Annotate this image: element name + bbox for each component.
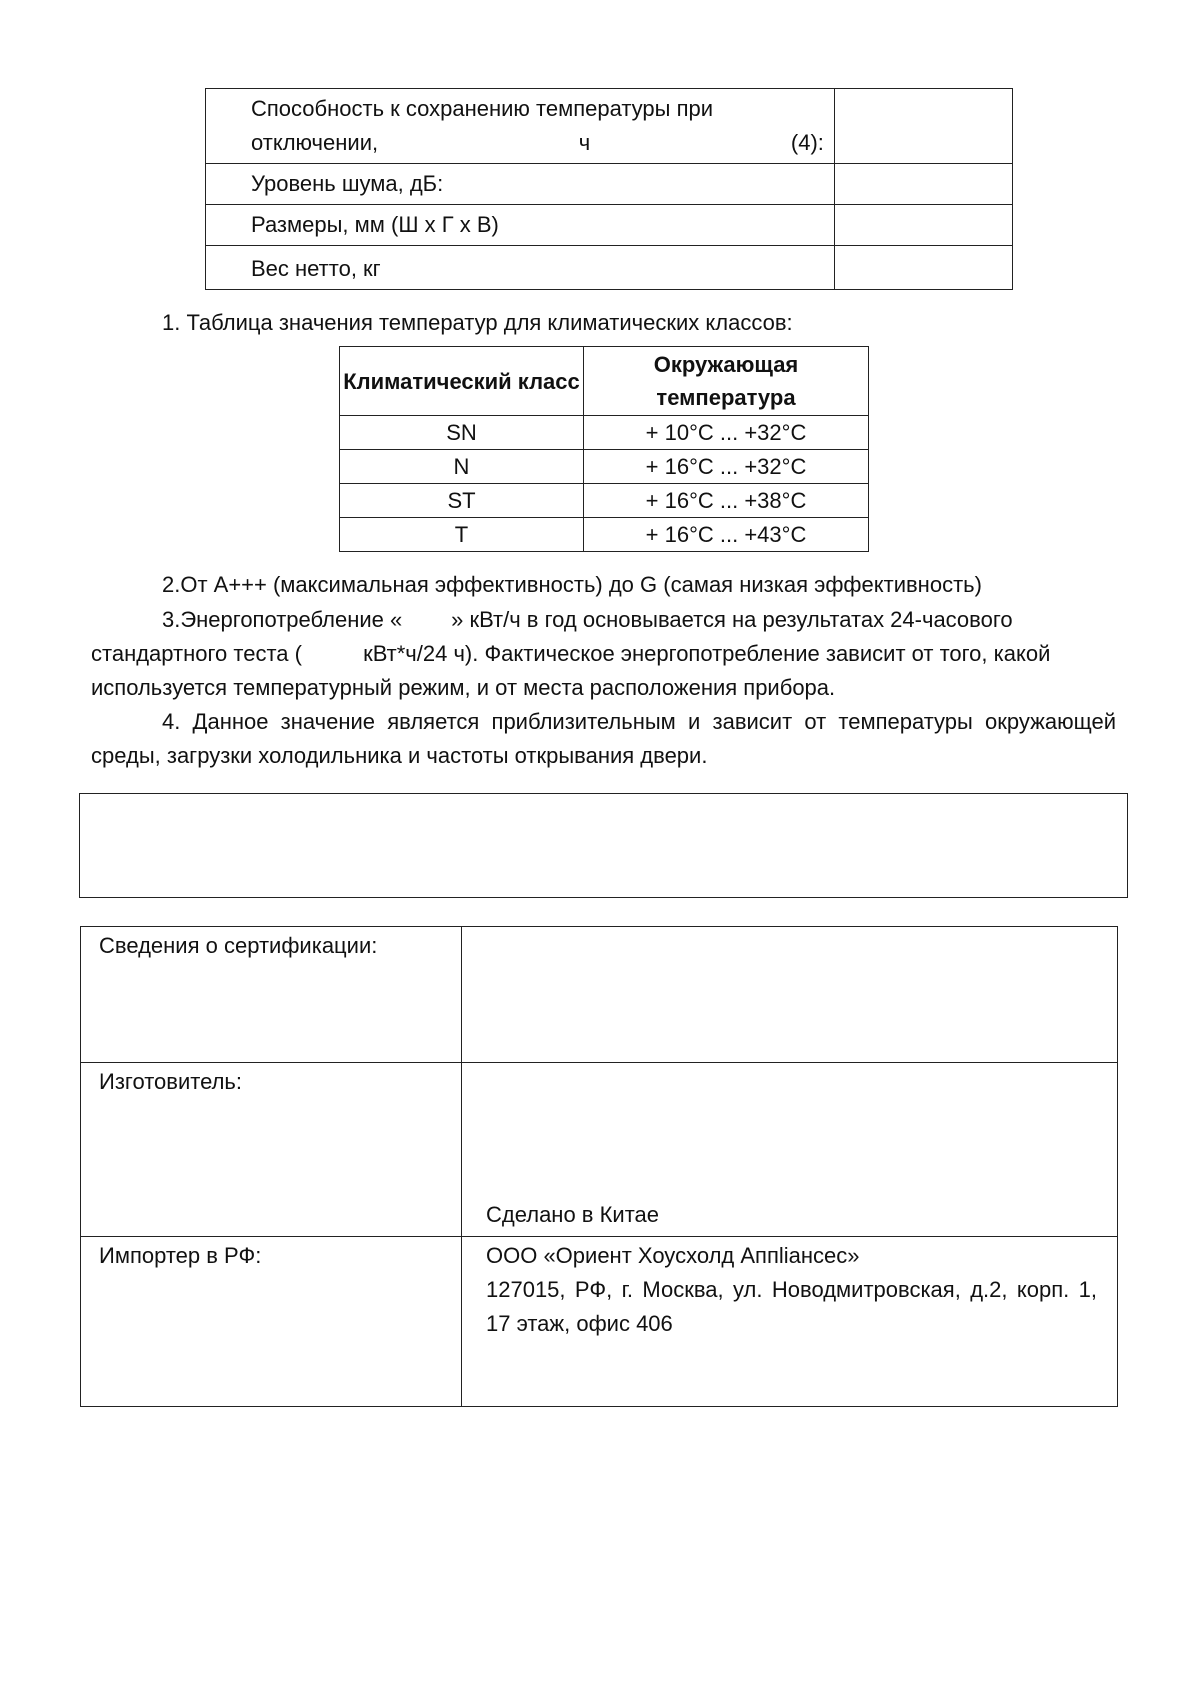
spec-label-dimensions: Размеры, мм (Ш х Г х В) [206,205,835,246]
climate-row [340,518,869,552]
spec-value-noise [834,164,1012,205]
spec-table [205,88,1013,290]
certification-value [462,927,1118,1063]
manufacturer-origin: Сделано в Китае [486,1202,660,1227]
spec-label-text: Способность к сохранению температуры при отключении, ч (4): [251,96,824,155]
note-3-first-line: 3.Энергопотребление « » кВт/ч в год основывается на результатах 24-часового [162,607,1013,632]
climate-temp: + 16°C ... +38°C [584,484,869,518]
climate-temp: + 10°C ... +32°C [584,416,869,450]
importer-company: ООО «Ориент Хоусхолд Аппliансес» [486,1243,860,1268]
climate-temp: + 16°C ... +32°C [584,450,869,484]
manufacturer-label: Изготовитель: [81,1063,462,1237]
climate-header-row [340,347,869,416]
spec-row [206,246,1013,290]
climate-temp: + 16°C ... +43°C [584,518,869,552]
spec-label-noise: Уровень шума, дБ: [206,164,835,205]
climate-header-temp: Окружающая температура [584,347,869,416]
certification-row [81,927,1118,1063]
note-3-continuation: стандартного теста ( кВт*ч/24 ч). Фактическое энергопотребление зависит от того, какой используется температурный режим, и от места расположения прибора. [91,641,1057,700]
climate-class: ST [340,484,584,518]
spec-value-weight [834,246,1012,290]
certification-label: Сведения о сертификации: [81,927,462,1063]
note-4: 4. Данное значение является приблизительным и зависит от температуры окружающей среды, загрузки холодильника и частоты открывания двери. [91,709,1116,768]
spec-label-temperature-retention [206,89,835,164]
spec-value-temperature-retention [834,89,1012,164]
spec-row [206,164,1013,205]
importer-label: Импортер в РФ: [81,1237,462,1407]
climate-header-class: Климатический класс [340,347,584,416]
climate-class: SN [340,416,584,450]
importer-value-cell [462,1237,1118,1407]
climate-table-title: 1. Таблица значения температур для климатических классов: [162,310,793,335]
importer-row [81,1237,1118,1407]
climate-row [340,416,869,450]
manufacturer-value-cell [462,1063,1118,1237]
climate-row [340,450,869,484]
spec-row [206,205,1013,246]
climate-class: T [340,518,584,552]
climate-row [340,484,869,518]
spec-row [206,89,1013,164]
spec-label-weight: Вес нетто, кг [206,246,835,290]
note-2: 2.От А+++ (максимальная эффективность) до G (самая низкая эффективность) [162,572,982,597]
climate-table [339,346,869,552]
importer-address: 127015, РФ, г. Москва, ул. Новодмитровская, д.2, корп. 1, 17 этаж, офис 406 [486,1277,1097,1336]
manufacturer-row [81,1063,1118,1237]
empty-info-box [79,793,1128,898]
climate-class: N [340,450,584,484]
spec-value-dimensions [834,205,1012,246]
info-table [80,926,1118,1407]
